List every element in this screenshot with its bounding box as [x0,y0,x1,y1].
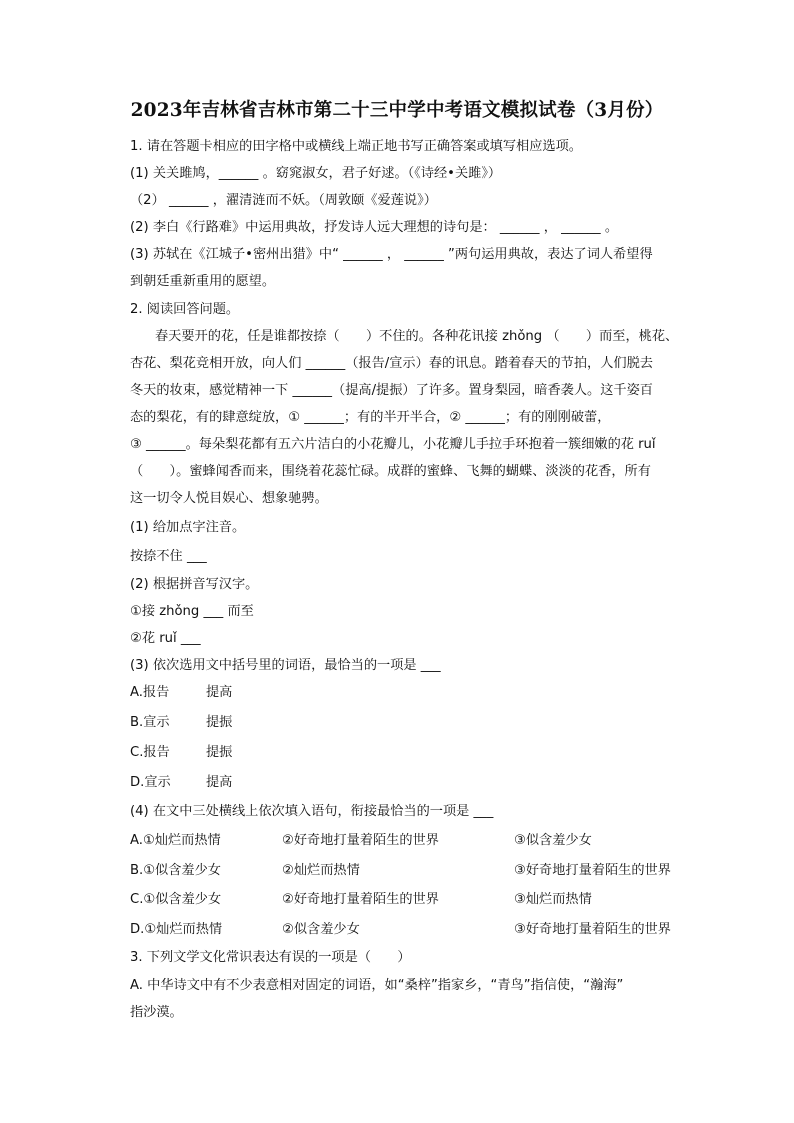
option-col-3: ③似含羞少女 [514,833,592,848]
q1-sentence-3: (2) 李白《行路难》中运用典故，抒发诗人远大理想的诗句是： ______ ， ______ 。 [130,220,619,235]
q3-option-a-cont: 指沙漠。 [130,1005,183,1020]
q2-sub2: (2) 根据拼音写汉字。 [130,577,259,592]
q2-sub2-item: ②花 ruǐ ___ [130,631,201,646]
option-col-1: D.①灿烂而热情 [130,922,223,937]
option-col-1: B.①似含羞少女 [130,863,221,878]
page-title: 2023年吉林省吉林市第二十三中学中考语文模拟试卷（3月份） [130,100,664,121]
q2-sub1-item: 按捺不住 ___ [130,549,207,564]
option-word: 提振 [206,715,233,730]
option-col-2: ②好奇地打量着陌生的世界 [282,892,439,907]
option-col-1: C.①似含羞少女 [130,892,222,907]
q1-sentence-4: (3) 苏轼在《江城子•密州出猎》中“ ______ ， ______ ”两句运用典故，表达了词人希望得 [130,247,653,262]
q2-sub1: (1) 给加点字注音。 [130,520,246,535]
q3-option-a: A. 中华诗文中有不少表意相对固定的词语，如“桑梓”指家乡，“青鸟”指信使，“瀚海” [130,978,624,993]
option-label: C.报告 [130,745,170,760]
passage-line: 这一切令人悦目娱心、想象驰骋。 [130,491,328,506]
q2-sub4: (4) 在文中三处横线上依次填入语句，衔接最恰当的一项是 ___ [130,804,494,819]
option-label: D.宣示 [130,775,171,790]
passage-line: 态的梨花，有的肆意绽放，① ______；有的半开半合，② ______；有的刚刚破蕾， [130,410,611,425]
passage-line: （ ）。蜜蜂闻香而来，围绕着花蕊忙碌。成群的蜜蜂、飞舞的蝴蝶、淡淡的花香，所有 [130,464,651,479]
question-3-stem: 3. 下列文学文化常识表达有误的一项是（ ） [130,950,411,965]
option-col-3: ③好奇地打量着陌生的世界 [514,922,671,937]
option-word: 提高 [206,775,233,790]
option-col-2: ②好奇地打量着陌生的世界 [282,833,439,848]
option-col-1: A.①灿烂而热情 [130,833,221,848]
question-2-stem: 2. 阅读回答问题。 [130,302,240,317]
question-1-stem: 1. 请在答题卡相应的田字格中或横线上端正地书写正确答案或填写相应选项。 [130,139,582,154]
option-label: B.宣示 [130,715,170,730]
option-label: A.报告 [130,685,170,700]
q1-sentence-2: （2） ______ ，濯清涟而不妖。（周敦颐《爱莲说》） [130,193,437,208]
q2-sub2-item: ①接 zhǒng ___ 而至 [130,604,254,619]
passage-line: ③ ______。每朵梨花都有五六片洁白的小花瓣儿，小花瓣儿手拉手环抱着一簇细嫩的花 ruǐ [130,437,656,452]
q2-sub3: (3) 依次选用文中括号里的词语，最恰当的一项是 ___ [130,658,441,673]
option-col-3: ③好奇地打量着陌生的世界 [514,863,671,878]
q1-sentence-4-cont: 到朝廷重新重用的愿望。 [130,274,276,289]
passage-line: 冬天的妆束，感觉精神一下 ______（提高/提振）了许多。置身梨园，暗香袭人。这千姿百 [130,383,653,398]
q1-sentence-1: (1) 关关雎鸠，______ 。窈窕淑女，君子好逑。（《诗经•关雎》） [130,166,502,181]
option-col-3: ③灿烂而热情 [514,892,592,907]
passage-line: 杏花、梨花竞相开放，向人们 ______（报告/宣示）春的讯息。踏着春天的节拍，人们脱去 [130,356,653,371]
option-col-2: ②似含羞少女 [282,922,360,937]
passage-line: 春天要开的花，任是谁都按捺（ ）不住的。各种花讯接 zhǒng （ ）而至，桃花、 [155,329,679,344]
option-word: 提振 [206,745,233,760]
option-col-2: ②灿烂而热情 [282,863,360,878]
option-word: 提高 [206,685,233,700]
